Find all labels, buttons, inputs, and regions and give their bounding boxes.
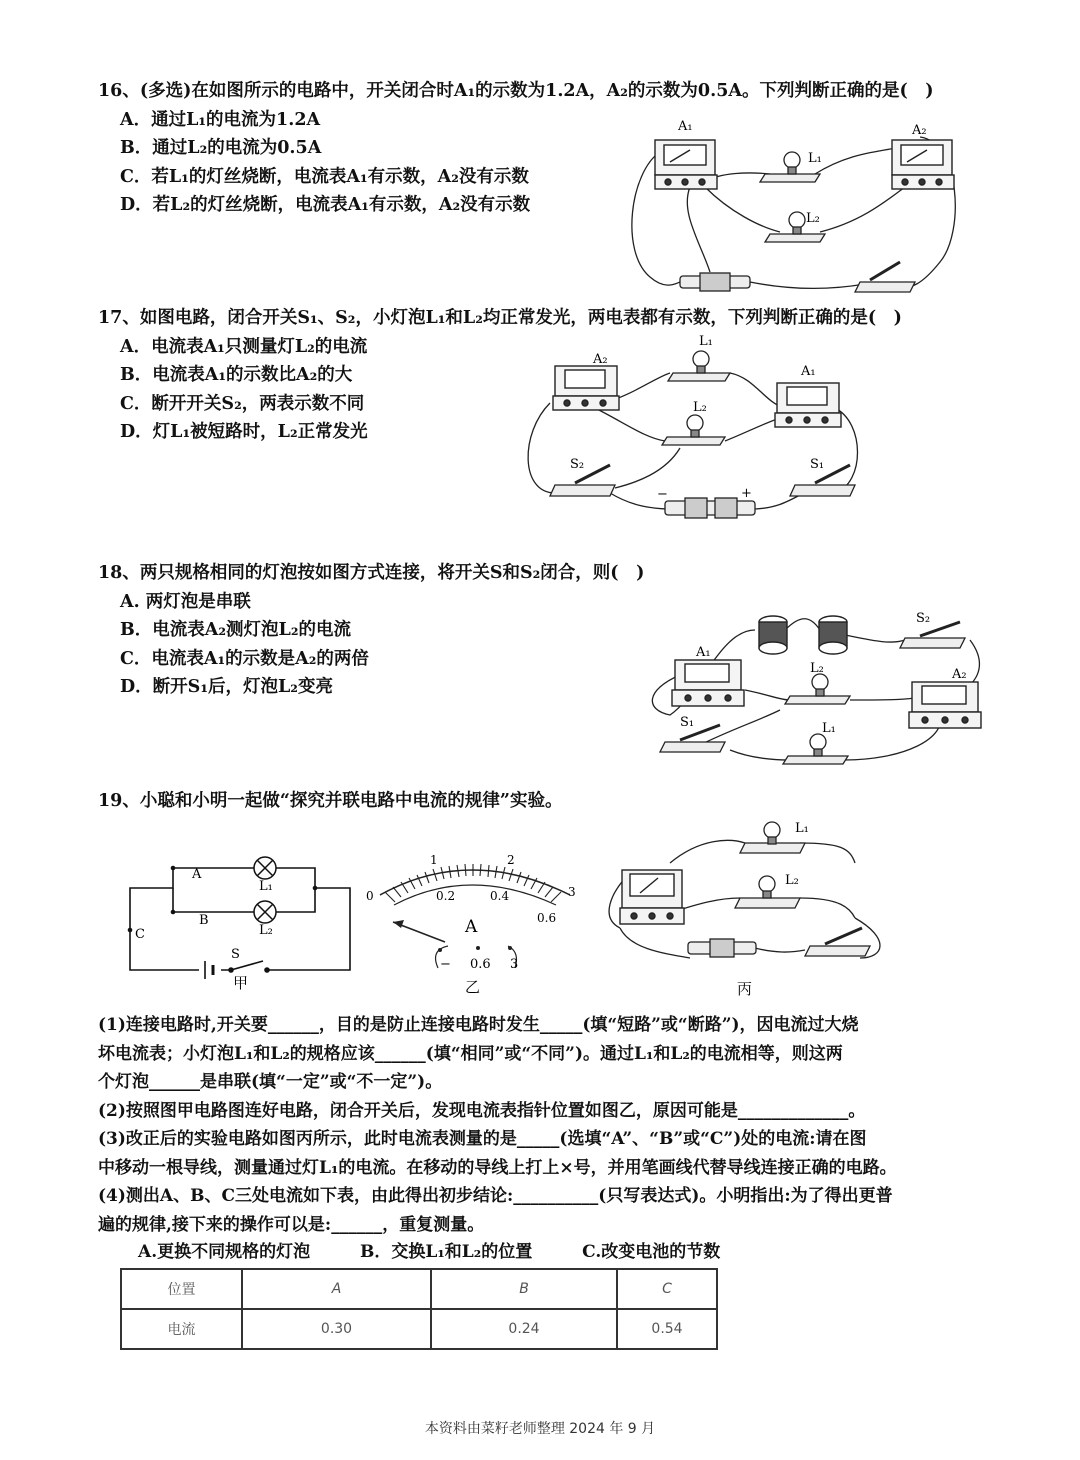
ammeter-a2 [892,140,954,189]
tick-label-0-4: 0.4 [490,889,510,903]
label-l1: L₁ [808,151,822,166]
label-a1: A₁ [696,645,711,660]
caption-bing: 丙 [737,980,753,998]
q16-option-c: C．若L₁的灯丝烧断，电流表A₁有示数，A₂没有示数 [120,166,529,187]
fig-jia-circuit-diagram [125,840,355,990]
q16-option-d: D．若L₂的灯丝烧断，电流表A₁有示数，A₂没有示数 [120,195,531,215]
battery [688,939,756,957]
label-plus: + [741,486,752,501]
label-l1: L₁ [699,334,713,349]
question-16-stem: 16、(多选)在如图所示的电路中，开关闭合时A₁的示数为1.2A，A₂的示数为0.5A。下列判断正确的是( ) [98,81,934,101]
table-row-label: 位置 [121,1269,242,1309]
switch-s2 [900,622,965,648]
question-19-stem: 19、小聪和小明一起做“探究并联电路中电流的规律”实验。 [98,791,563,811]
label-s1: S₁ [680,715,695,730]
label-l2: L₂ [806,211,820,226]
caption-yi: 乙 [465,978,481,996]
switch [805,928,870,956]
label-l1: L₁ [822,721,836,736]
q19-choice-a: A.更换不同规格的灯泡 [138,1242,311,1262]
label-a: A [192,867,202,882]
q19-parts [98,1011,998,1239]
battery [680,273,750,291]
caption-jia: 甲 [233,974,249,992]
q18-circuit-figure [640,600,1000,775]
label-s1: S₁ [810,457,825,472]
label-s: S [231,947,240,962]
lamp-l2 [662,415,725,445]
tick-label-2: 2 [507,853,515,867]
label-s2: S₂ [570,457,585,472]
ammeter-a2 [909,682,981,728]
table-header-c: C [617,1269,717,1309]
label-l2: L₂ [810,661,824,676]
label-a1: A₁ [801,364,816,379]
ammeter-a1 [672,660,744,706]
tick-label-1: 1 [430,853,438,867]
label-a2: A₂ [952,667,967,682]
q19-part-line: (2)按照图甲电路图连好电路，闭合开关后，发现电流表指针位置如图乙，原因可能是_____________。 [98,1100,866,1121]
q17-option-d: D．灯L₁被短路时，L₂正常发光 [120,422,368,442]
question-18 [98,559,644,702]
label-a2: A₂ [593,352,608,367]
q19-part-line: (3)改正后的实验电路如图丙所示，此时电流表测量的是_____(选填“A”、“B”或“C”)处的电流:请在图 [98,1129,867,1149]
label-l1: L₁ [259,879,273,894]
table-header-b: B [431,1269,617,1309]
table-cell-a: 0.30 [242,1309,431,1349]
current-measurement-table [120,1268,718,1350]
q18-option-c: C．电流表A₁的示数是A₂的两倍 [120,648,369,669]
pointer-head [393,920,404,928]
q17-option-c: C．断开开关S₂，两表示数不同 [120,393,365,414]
tick-label-0-6: 0.6 [537,911,557,925]
q16-circuit-figure [620,112,965,297]
label-l1: L₁ [795,821,809,836]
terminal-0-6: 0.6 [470,957,491,972]
table-row-label: 电流 [121,1309,242,1349]
q19-part-line: 坏电流表；小灯泡L₁和L₂的规格应该______(填“相同”或“不同”)。通过L₁和L₂的电流相等，则这两 [98,1043,843,1064]
label-s2: S₂ [916,611,931,626]
terminal-3: 3 [510,957,519,972]
label-minus: − [657,487,668,502]
terminal-minus: − [440,957,451,972]
fig-yi-ammeter-dial [360,850,590,995]
page-footer: 本资料由菜籽老师整理 2024 年 9 月 [424,1421,656,1437]
table-row [121,1309,717,1349]
q19-choices [138,1237,764,1262]
table-cell-c: 0.54 [617,1309,717,1349]
question-19 [98,787,562,816]
lamp-l1 [783,734,848,764]
q16-option-b: B．通过L₂的电流为0.5A [120,138,322,158]
q19-choice-b: B．交换L₁和L₂的位置 [360,1242,533,1262]
label-b: B [199,913,209,928]
table-cell-b: 0.24 [431,1309,617,1349]
ammeter-a1 [775,383,841,427]
question-17-stem: 17、如图电路，闭合开关S₁、S₂，小灯泡L₁和L₂均正常发光，两电表都有示数，下列判断正确的是( ) [98,308,902,328]
q18-option-a: A. 两灯泡是串联 [120,591,251,612]
switch [855,262,915,292]
q18-option-b: B．电流表A₂测灯泡L₂的电流 [120,620,352,640]
lamp-l2 [785,674,850,704]
q19-part-line: 遍的规律,接下来的操作可以是:______，重复测量。 [98,1214,485,1235]
ammeter-a1 [655,140,717,189]
q17-circuit-figure [515,333,875,528]
ammeter-a2 [553,366,619,410]
label-a2: A₂ [912,123,927,138]
label-l2: L₂ [259,923,273,938]
table-header-a: A [242,1269,431,1309]
table-row [121,1269,717,1309]
q18-option-d: D．断开S₁后，灯泡L₂变亮 [120,677,333,697]
label-l2: L₂ [785,873,799,888]
q19-part-line: (4)测出A、B、C三处电流如下表，由此得出初步结论:__________(只写表达式)。小明指出:为了得出更普 [98,1186,893,1206]
q16-option-a: A．通过L₁的电流为1.2A [120,109,321,130]
q17-option-a: A．电流表A₁只测量灯L₂的电流 [120,336,368,357]
q17-option-b: B．电流表A₁的示数比A₂的大 [120,365,353,385]
lamp-l1 [668,351,730,381]
ammeter [620,870,684,924]
label-c: C [135,927,145,942]
tick-label-0-2: 0.2 [436,889,456,903]
tick-label-3: 3 [568,885,576,899]
q19-choice-c: C.改变电池的节数 [582,1242,721,1262]
unit-label: A [465,917,478,937]
question-18-stem: 18、两只规格相同的灯泡按如图方式连接，将开关S和S₂闭合，则( ) [98,563,645,583]
q19-part-line: (1)连接电路时,开关要______，目的是防止连接电路时发生_____(填“短路”或“断路”)，因电流过大烧 [98,1015,859,1035]
fig-bing-physical-circuit [600,818,890,998]
battery [665,498,755,518]
label-l2: L₂ [693,400,707,415]
battery-cells [759,616,847,654]
q19-part-line: 个灯泡______是串联(填“一定”或“不一定”)。 [98,1072,443,1092]
label-a1: A₁ [678,119,693,134]
tick-label-0: 0 [366,889,374,903]
q19-part-line: 中移动一根导线，测量通过灯L₁的电流。在移动的导线上打上×号，并用笔画线代替导线连接正确的电路。 [98,1157,897,1178]
